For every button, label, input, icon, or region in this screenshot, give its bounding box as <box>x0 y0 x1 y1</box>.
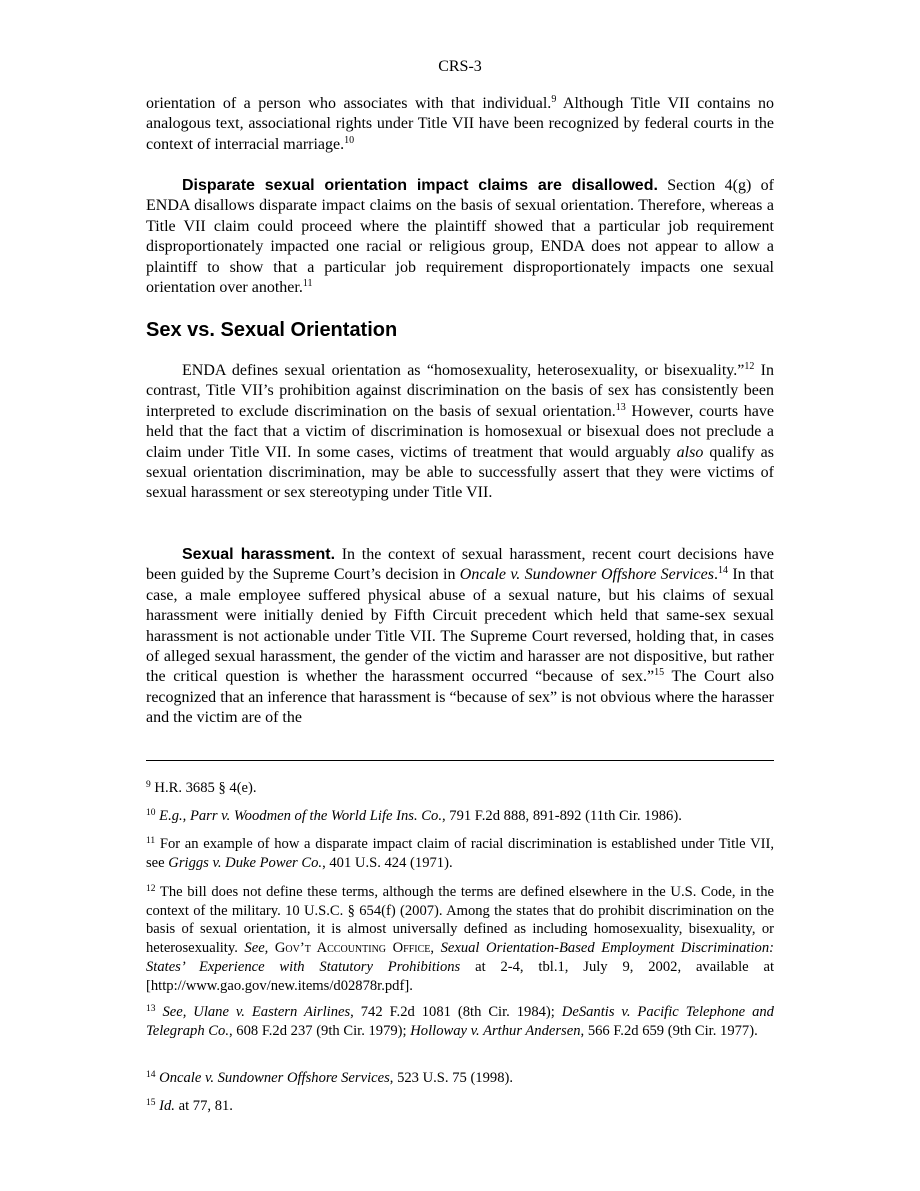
footnote-14 <box>146 1069 774 1088</box>
footnote-text: , 401 U.S. 424 (1971). <box>322 854 453 871</box>
footnote-text: , 608 F.2d 237 (9th Cir. 1979); <box>228 1022 411 1039</box>
footnote-number: 9 <box>146 780 151 790</box>
text: The Court also recognized that an inference that harassment is “because of sex” is not obvious where the harasser and the victim are of the <box>146 668 774 727</box>
footnote-number: 14 <box>146 1070 156 1080</box>
case-name: Holloway v. Arthur Andersen <box>410 1022 581 1039</box>
text: . <box>714 566 718 584</box>
footnote-text: at 77, 81. <box>174 1098 233 1114</box>
footnote-number: 11 <box>146 836 156 846</box>
footnote-number: 15 <box>146 1098 156 1108</box>
run-in-heading: Sexual harassment. <box>182 546 336 563</box>
footnote-13 <box>146 1003 774 1040</box>
footnote-9 <box>146 779 774 798</box>
footnote-number: 12 <box>146 884 156 894</box>
footnote-text: For an example of how a disparate impact claim of racial discrimination is established under Title VII, see <box>146 836 774 871</box>
footnote-text: , 742 F.2d 1081 (8th Cir. 1984); <box>350 1004 562 1020</box>
footnote-ref: 15 <box>654 667 665 679</box>
text: However, courts have held that the fact that a victim of discrimination is homosexual or bisexual does not preclude a claim under Title VII. In some cases, victims of treatment that would arguably <box>146 402 774 461</box>
footnote-ref: 12 <box>744 361 755 372</box>
text: In contrast, Title VII’s prohibition against discrimination on the basis of sex has consistently been interpreted to exclude discrimination on the basis of sexual orientation. <box>146 362 774 420</box>
footnote-ref: 10 <box>344 134 355 146</box>
case-name: Griggs v. Duke Power Co. <box>168 854 323 871</box>
page-number: CRS-3 <box>438 58 482 75</box>
footnote-separator <box>146 760 774 761</box>
run-in-heading: Disparate sexual orientation impact claims are disallowed. <box>182 177 658 194</box>
footnote-number: 13 <box>146 1004 156 1014</box>
footnote-text: , 566 F.2d 659 (9th Cir. 1977). <box>580 1022 758 1039</box>
text: ENDA defines sexual orientation as “homosexuality, heterosexuality, or bisexuality.” <box>182 362 745 379</box>
signal: See, <box>244 940 269 957</box>
footnote-ref: 13 <box>615 401 626 413</box>
footnote-15 <box>146 1097 774 1116</box>
text: Section 4(g) of ENDA disallows disparate impact claims on the basis of sexual orientation. Therefore, whereas a Title VII claim could proceed where the plaintiff showed that a particular job requirement disproportionately impacted one racial or religious group, ENDA does not appear to allow a plaintiff to show that a particular job requirement disproportionately impacts one sexual orientation over another. <box>146 177 774 297</box>
footnote-ref: 9 <box>551 94 557 105</box>
section-heading <box>146 318 774 342</box>
footnote-10 <box>146 807 774 826</box>
case-name: Oncale v. Sundowner Offshore Services <box>459 566 714 584</box>
body-paragraph-sexual-harassment <box>146 545 774 729</box>
case-name: E.g., Parr v. Woodmen of the World Life Ins. Co. <box>155 808 442 824</box>
footnote-text: at 2-4, tbl.1, July 9, 2002, available at [http://www.gao.gov/new.items/d02878r.pdf]. <box>146 958 774 994</box>
footnote-text: H.R. 3685 § 4(e). <box>150 780 257 796</box>
case-name: See, Ulane v. Eastern Airlines <box>155 1004 351 1020</box>
text: qualify as sexual orientation discrimination, may be able to successfully assert that they were victims of sexual harassment or sex stereotyping under Title VII. <box>146 443 774 502</box>
footnote-text: The bill does not define these terms, although the terms are defined elsewhere in the U.S. Code, in the context of the military. 10 U.S.C. § 654(f) (2007). Among the states that do prohibit discrimination on the basis of sexual orientation, it is almost universally defined as including homosexuality, bisexuality, or heterosexuality. <box>146 884 774 957</box>
body-paragraph-disparate-impact <box>146 176 774 298</box>
body-paragraph-enda-definition <box>146 361 774 504</box>
footnote-text: , 791 F.2d 888, 891-892 (11th Cir. 1986). <box>441 808 682 824</box>
agency-name: Gov’t Accounting Office, <box>268 940 435 957</box>
body-paragraph-associational <box>146 94 774 155</box>
case-name: Oncale v. Sundowner Offshore Services <box>155 1070 390 1086</box>
text: Although Title VII contains no analogous text, associational rights under Title VII have been recognized by federal courts in the context of interracial marriage. <box>146 95 775 153</box>
text: In the context of sexual harassment, recent court decisions have been guided by the Supreme Court’s decision in <box>146 546 774 584</box>
case-name: Id. <box>155 1098 175 1114</box>
footnote-text: , 523 U.S. 75 (1998). <box>389 1070 514 1086</box>
case-name: DeSantis v. Pacific Telephone and Telegraph Co. <box>146 1004 774 1039</box>
text: orientation of a person who associates with that individual. <box>146 95 552 112</box>
report-title: Sexual Orientation-Based Employment Discrimination: States’ Experience with Statutory Prohibitions <box>146 940 774 975</box>
footnote-ref: 11 <box>302 278 313 290</box>
section-title: Sex vs. Sexual Orientation <box>146 319 398 341</box>
emphasis: also <box>676 443 704 461</box>
footnote-11 <box>146 835 774 872</box>
footnote-12 <box>146 883 774 995</box>
footnote-number: 10 <box>146 808 156 818</box>
footnote-ref: 14 <box>718 565 728 577</box>
text: In that case, a male employee suffered physical abuse of a sexual nature, but his claims of sexual harassment were initially denied by Fifth Circuit precedent which held that same-sex sexual harassment is not actionable under Title VII. The Supreme Court reversed, holding that, in cases of alleged sexual harassment, the gender of the victim and harasser are not dispositive, but rather the critical question is whether the harassment occurred “because of sex.” <box>146 566 775 686</box>
